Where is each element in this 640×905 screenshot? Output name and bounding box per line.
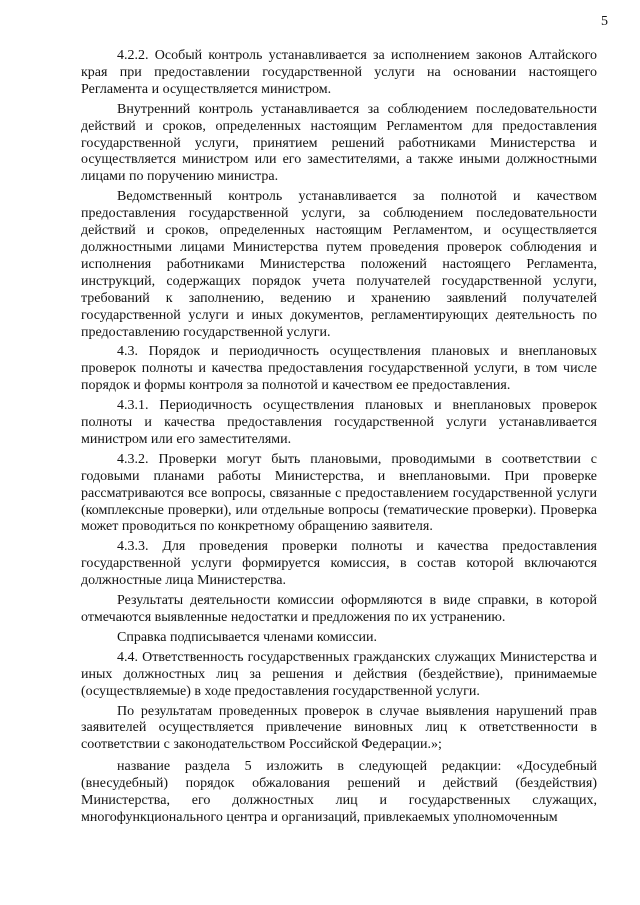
paragraph-internal-control: Внутренний контроль устанавливается за соблюдением последовательности действий и сроков, определенных настоящим Регламентом для предоставления государственной услуги, принятием решений работниками Министерства и осуществляется министром или его заместителями, а также иными должностными лицами по поручению министра. <box>81 101 597 185</box>
paragraph-4-4: 4.4. Ответственность государственных гражданских служащих Министерства и иных должностных лиц за решения и действия (бездействие), принимаемые (осуществляемые) в ходе предоставления государственной услуги. <box>81 649 597 699</box>
paragraph-commission-results: Результаты деятельности комиссии оформляются в виде справки, в которой отмечаются выявленные недостатки и предложения по их устранению. <box>81 593 597 625</box>
paragraph-departmental-control: Ведомственный контроль устанавливается за полнотой и качеством предоставления государственной услуги, за соблюдением последовательности действий и сроков, определенных настоящим Регламентом, и осуществляется должностными лицами Министерства путем проведения проверок соблюдения и исполнения работниками Министерства положений настоящего Регламента, инструкций, содержащих порядок учета получателей государственной услуги, требований к заполнению, ведению и хранению заявлений получателей государственной услуги и иных документов, регламентирующих деятельность по предоставлению государственной услуги. <box>81 189 597 340</box>
document-body <box>81 48 597 827</box>
paragraph-4-2-2: 4.2.2. Особый контроль устанавливается за исполнением законов Алтайского края при предоставлении государственной услуги на основании настоящего Регламента и осуществляется министром. <box>81 48 597 97</box>
paragraph-4-3-3: 4.3.3. Для проведения проверки полноты и качества предоставления государственной услуги формируется комиссия, в состав которой включаются должностные лица Министерства. <box>81 539 597 589</box>
paragraph-4-3: 4.3. Порядок и периодичность осуществления плановых и внеплановых проверок полноты и качества предоставления государственной услуги, в том числе порядок и формы контроля за полнотой и качеством ее предоставления. <box>81 344 597 394</box>
paragraph-inspection-results: По результатам проведенных проверок в случае выявления нарушений прав заявителей осуществляется привлечение виновных лиц к ответственности в соответствии с законодательством Российской Федерации.»; <box>81 703 597 753</box>
paragraph-certificate-signed: Справка подписывается членами комиссии. <box>117 629 377 645</box>
page-number: 5 <box>601 14 608 29</box>
paragraph-4-3-1: 4.3.1. Периодичность осуществления плановых и внеплановых проверок полноты и качества предоставления государственной услуги устанавливается министром или его заместителями. <box>81 398 597 447</box>
paragraph-4-3-2: 4.3.2. Проверки могут быть плановыми, проводимыми в соответствии с годовыми планами работы Министерства, и внеплановыми. При проверке рассматриваются все вопросы, связанные с предоставлением государственной услуги (комплексные проверки), или отдельные вопросы (тематические проверки). Проверка может проводиться по конкретному обращению заявителя. <box>81 451 597 535</box>
paragraph-section-5-title: название раздела 5 изложить в следующей редакции: «Досудебный (внесудебный) порядок обжалования решений и действий (бездействия) Министерства, его должностных лиц и государственных служащих, многофункционального центра и организаций, привлекаемых уполномоченным <box>81 759 597 825</box>
